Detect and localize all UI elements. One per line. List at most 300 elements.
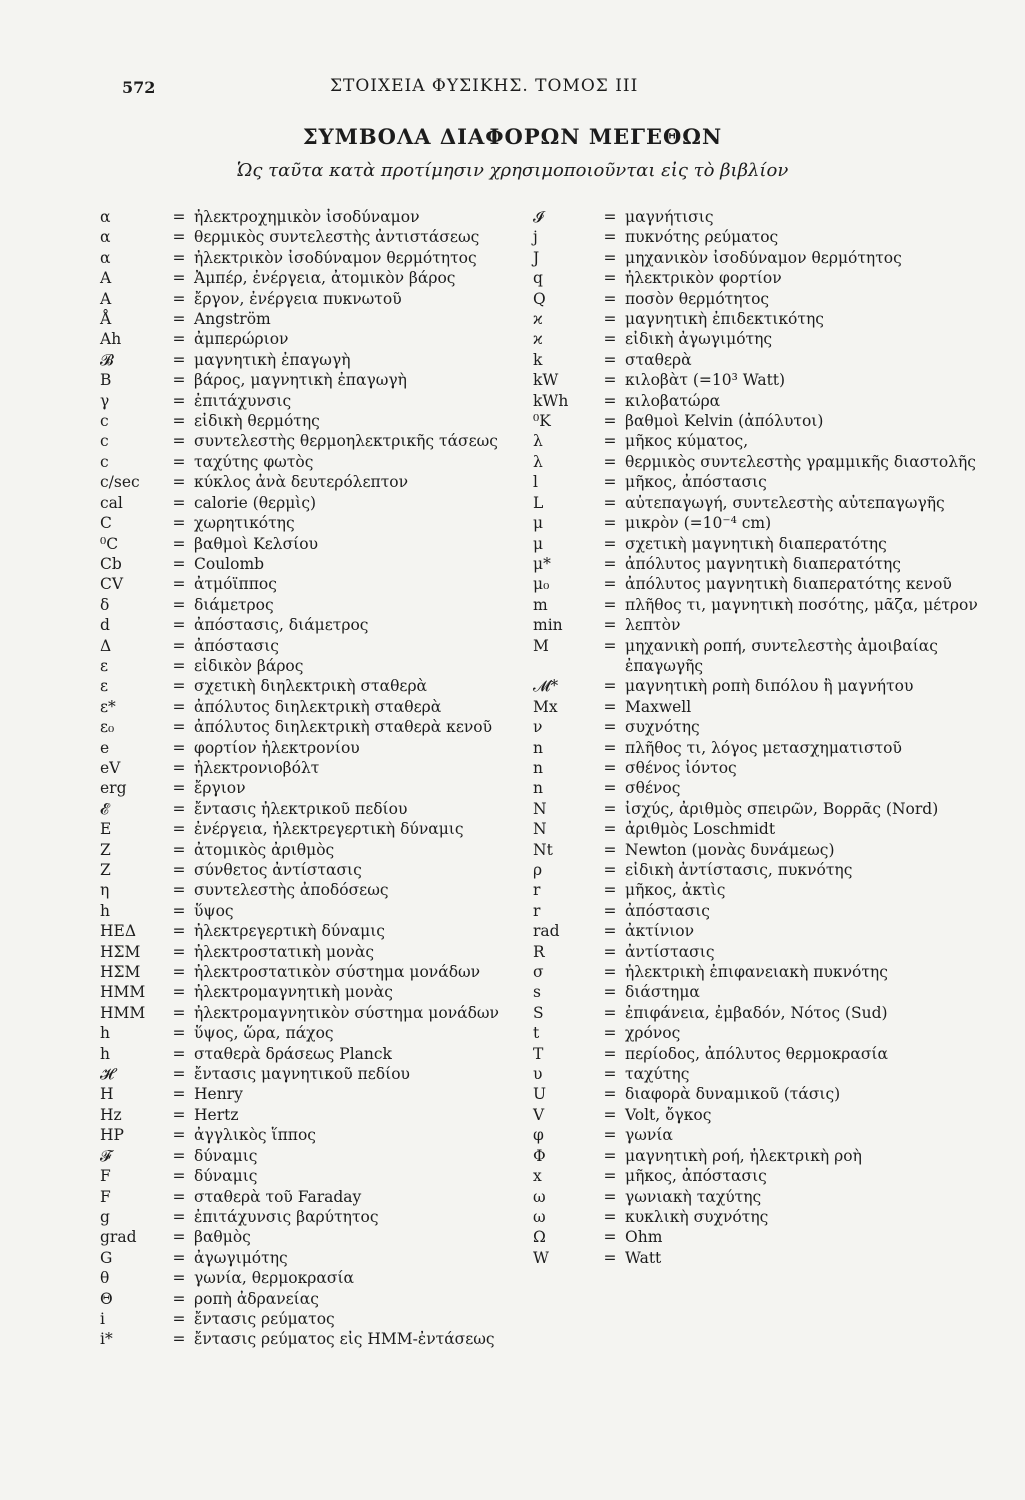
page-number: 572 xyxy=(122,78,156,97)
symbol-entry xyxy=(533,942,988,962)
equals-sign: = xyxy=(172,1289,186,1308)
equals-sign: = xyxy=(603,1044,617,1063)
symbol-meaning: Maxwell xyxy=(625,697,692,716)
symbol-entry xyxy=(533,962,988,982)
symbol-meaning: μαγνητικὴ ἐπαγωγὴ xyxy=(194,350,351,369)
symbol-meaning: μῆκος, ἀπόστασις xyxy=(625,473,767,492)
symbol: R xyxy=(533,942,545,961)
symbol-entry xyxy=(533,574,988,594)
symbol-meaning: ἀκτίνιον xyxy=(625,922,695,941)
symbol-meaning: φορτίον ἠλεκτρονίου xyxy=(194,738,360,757)
symbol-meaning: Ἀμπέρ, ἐνέργεια, ἀτομικὸν βάρος xyxy=(194,269,456,288)
symbol-entry xyxy=(100,452,550,472)
symbol: h xyxy=(100,1024,110,1043)
symbol-entry xyxy=(533,1064,988,1084)
symbol-entry xyxy=(100,370,550,390)
symbol-meaning: ἠλεκτροχημικὸν ἰσοδύναμον xyxy=(194,208,420,226)
symbol: ⁰K xyxy=(533,412,551,431)
symbol-entry xyxy=(100,1003,550,1023)
equals-sign: = xyxy=(603,330,617,349)
symbol-meaning: συχνότης xyxy=(625,718,700,737)
symbol: Cb xyxy=(100,554,122,573)
symbol-entry xyxy=(100,1207,550,1227)
equals-sign: = xyxy=(172,677,186,696)
symbol-meaning: κύκλος ἀνὰ δευτερόλεπτον xyxy=(194,473,409,492)
symbol-meaning: ἀπόστασις xyxy=(194,636,279,655)
equals-sign: = xyxy=(172,1085,186,1104)
symbol: 𝓔 xyxy=(100,799,109,818)
symbol: rad xyxy=(533,922,560,941)
equals-sign: = xyxy=(172,289,186,308)
symbol: 𝓗 xyxy=(100,1065,114,1084)
equals-sign: = xyxy=(603,1003,617,1022)
symbol: r xyxy=(533,881,541,900)
symbol-entry xyxy=(100,513,550,533)
symbol-entry xyxy=(100,860,550,880)
equals-sign: = xyxy=(603,738,617,757)
symbol-entry xyxy=(533,636,988,677)
symbol-entry xyxy=(100,248,550,268)
symbol-entry xyxy=(533,1146,988,1166)
symbol: Δ xyxy=(100,636,112,655)
symbol: ε₀ xyxy=(100,718,115,737)
equals-sign: = xyxy=(172,412,186,431)
symbol: 𝓜* xyxy=(533,677,559,696)
symbol-entry xyxy=(100,738,550,758)
symbol: U xyxy=(533,1085,547,1104)
equals-sign: = xyxy=(603,228,617,247)
symbol-meaning: συντελεστὴς θερμοηλεκτρικῆς τάσεως xyxy=(194,432,498,451)
symbol: M xyxy=(533,636,549,655)
symbol-entry xyxy=(100,676,550,696)
symbol: α xyxy=(100,228,111,247)
symbol: s xyxy=(533,983,541,1002)
equals-sign: = xyxy=(172,820,186,839)
equals-sign: = xyxy=(603,452,617,471)
symbol-meaning: κιλοβὰτ (=10³ Watt) xyxy=(625,371,786,390)
symbol: HP xyxy=(100,1126,124,1145)
symbol-meaning: Coulomb xyxy=(194,554,265,573)
symbol: μ xyxy=(533,514,544,533)
equals-sign: = xyxy=(603,350,617,369)
symbol-entry xyxy=(100,493,550,513)
equals-sign: = xyxy=(172,901,186,920)
symbol-meaning: εἰδικὴ ἀντίστασις, πυκνότης xyxy=(625,861,853,879)
symbol-meaning: γωνιακὴ ταχύτης xyxy=(625,1187,762,1206)
symbol: G xyxy=(100,1248,113,1267)
equals-sign: = xyxy=(603,248,617,267)
symbol-meaning: βαθμοὶ Κελσίου xyxy=(194,534,319,553)
symbol-entry xyxy=(100,391,550,411)
symbol: δ xyxy=(100,595,110,614)
symbol-meaning: δύναμις xyxy=(194,1146,258,1165)
symbol-entry xyxy=(533,1044,988,1064)
symbol-meaning: ἠλεκτρικὸν φορτίον xyxy=(625,269,782,288)
symbol-entry xyxy=(100,799,550,819)
symbol-meaning: κυκλικὴ συχνότης xyxy=(625,1207,769,1226)
symbol-meaning: ἀπόστασις xyxy=(625,901,710,920)
symbol-meaning: ροπὴ ἀδρανείας xyxy=(194,1289,319,1308)
equals-sign: = xyxy=(603,1126,617,1145)
equals-sign: = xyxy=(603,616,617,635)
symbol-entry xyxy=(533,1084,988,1104)
symbol: kWh xyxy=(533,391,569,410)
symbol-meaning: ἀτμόϊππος xyxy=(194,575,277,594)
symbol-entry xyxy=(533,819,988,839)
symbol-entry xyxy=(100,1227,550,1247)
equals-sign: = xyxy=(603,575,617,594)
equals-sign: = xyxy=(603,697,617,716)
equals-sign: = xyxy=(172,1207,186,1226)
symbol: q xyxy=(533,269,543,288)
symbol-meaning: εἰδικὸν βάρος xyxy=(194,656,304,675)
symbol-entry xyxy=(100,778,550,798)
equals-sign: = xyxy=(172,554,186,573)
symbol-entry xyxy=(100,1187,550,1207)
symbol-entry xyxy=(100,1125,550,1145)
symbol-meaning: σθένος xyxy=(625,779,681,798)
symbol-entry xyxy=(100,554,550,574)
symbol-entry xyxy=(533,370,988,390)
equals-sign: = xyxy=(172,493,186,512)
symbol-meaning: Volt, ὄγκος xyxy=(625,1105,712,1124)
symbol: μ xyxy=(533,534,544,553)
symbol: ε* xyxy=(100,697,116,716)
equals-sign: = xyxy=(603,1248,617,1267)
symbol-entry xyxy=(100,1166,550,1186)
symbol-meaning: calorie (θερμὶς) xyxy=(194,493,317,512)
symbol-entry xyxy=(533,697,988,717)
equals-sign: = xyxy=(603,1187,617,1206)
equals-sign: = xyxy=(603,595,617,614)
symbol: Θ xyxy=(100,1289,113,1308)
symbol-meaning: ἀγγλικὸς ἵππος xyxy=(194,1126,316,1145)
symbol-meaning: μαγνητικὴ ροή, ἠλεκτρικὴ ροὴ xyxy=(625,1146,862,1165)
symbol-meaning: ἔντασις ρεύματος εἰς ΗΜΜ-ἐντάσεως xyxy=(194,1330,495,1349)
symbol-meaning: σθένος ἰόντος xyxy=(625,758,737,777)
symbol-entry xyxy=(533,778,988,798)
symbol-meaning: μηχανικὴ ροπή, συντελεστὴς ἀμοιβαίας ἐπαγωγῆς xyxy=(625,636,938,675)
symbol-meaning: μηχανικὸν ἰσοδύναμον θερμότητος xyxy=(625,248,902,267)
symbol-entry xyxy=(100,227,550,247)
symbol: ΗΜΜ xyxy=(100,983,146,1002)
symbol-entry xyxy=(533,554,988,574)
equals-sign: = xyxy=(603,1146,617,1165)
symbol-meaning: ἠλεκτροστατικὸν σύστημα μονάδων xyxy=(194,963,481,982)
symbol-entry xyxy=(533,982,988,1002)
symbol: λ xyxy=(533,432,543,451)
symbol-meaning: ἀτομικὸς ἀριθμὸς xyxy=(194,840,335,859)
symbol: υ xyxy=(533,1065,543,1084)
symbol: k xyxy=(533,350,543,369)
symbol-meaning: ἠλεκτρικὸν ἰσοδύναμον θερμότητος xyxy=(194,248,477,267)
symbol: Ω xyxy=(533,1228,546,1247)
symbol: Z xyxy=(100,861,111,879)
symbol-meaning: ὕψος xyxy=(194,901,234,920)
symbol: e xyxy=(100,738,110,757)
symbol: C xyxy=(100,514,112,533)
symbol-entry xyxy=(533,1207,988,1227)
symbol-entry xyxy=(533,431,988,451)
symbol: d xyxy=(100,616,110,635)
equals-sign: = xyxy=(603,554,617,573)
equals-sign: = xyxy=(603,983,617,1002)
symbol: A xyxy=(100,289,112,308)
symbol-meaning: εἰδικὴ ἀγωγιμότης xyxy=(625,330,773,349)
equals-sign: = xyxy=(603,758,617,777)
equals-sign: = xyxy=(603,861,617,879)
symbol: H xyxy=(100,1085,114,1104)
symbol-meaning: Hertz xyxy=(194,1105,239,1124)
symbol: g xyxy=(100,1207,110,1226)
equals-sign: = xyxy=(603,963,617,982)
symbol: CV xyxy=(100,575,124,594)
symbol-meaning: λεπτὸν xyxy=(625,616,681,635)
symbol-entry xyxy=(533,472,988,492)
symbol: r xyxy=(533,901,541,920)
symbol-meaning: εἰδικὴ θερμότης xyxy=(194,412,320,431)
symbol-meaning: ἠλεκτρονιοβόλτ xyxy=(194,758,320,777)
symbol: V xyxy=(533,1105,545,1124)
symbol: T xyxy=(533,1044,544,1063)
symbol-entry xyxy=(100,472,550,492)
equals-sign: = xyxy=(603,1085,617,1104)
symbol-entry xyxy=(100,431,550,451)
symbol-meaning: χρόνος xyxy=(625,1024,681,1043)
symbol-entry xyxy=(533,534,988,554)
symbol: Mx xyxy=(533,697,558,716)
symbol-entry xyxy=(100,840,550,860)
symbol: λ xyxy=(533,452,543,471)
symbol-entry xyxy=(100,819,550,839)
symbol-entry xyxy=(533,248,988,268)
equals-sign: = xyxy=(603,1228,617,1247)
symbol-entry xyxy=(533,452,988,472)
symbol-meaning: ἐπιτάχυνσις βαρύτητος xyxy=(194,1207,379,1226)
symbol-meaning: περίοδος, ἀπόλυτος θερμοκρασία xyxy=(625,1044,888,1063)
symbol-entry xyxy=(533,207,988,227)
symbol-entry xyxy=(100,615,550,635)
symbol-entry xyxy=(100,1044,550,1064)
equals-sign: = xyxy=(172,738,186,757)
symbol-entry xyxy=(533,758,988,778)
symbol-entry xyxy=(100,1146,550,1166)
equals-sign: = xyxy=(603,371,617,390)
symbol-entry xyxy=(100,1289,550,1309)
symbol-meaning: σχετικὴ μαγνητικὴ διαπερατότης xyxy=(625,534,887,553)
symbol: kW xyxy=(533,371,559,390)
symbol: ϰ xyxy=(533,310,543,329)
symbol-entry xyxy=(533,350,988,370)
symbol-entry xyxy=(100,268,550,288)
symbol-meaning: ἐπιτάχυνσις xyxy=(194,391,292,410)
symbol-entry xyxy=(100,697,550,717)
symbol-entry xyxy=(533,411,988,431)
equals-sign: = xyxy=(603,514,617,533)
equals-sign: = xyxy=(172,1065,186,1084)
symbol-entry xyxy=(533,1125,988,1145)
symbol-meaning: σταθερὰ τοῦ Faraday xyxy=(194,1187,362,1206)
equals-sign: = xyxy=(603,289,617,308)
equals-sign: = xyxy=(603,1105,617,1124)
symbol: erg xyxy=(100,779,127,798)
symbol: Φ xyxy=(533,1146,546,1165)
equals-sign: = xyxy=(603,718,617,737)
equals-sign: = xyxy=(172,616,186,635)
equals-sign: = xyxy=(172,575,186,594)
equals-sign: = xyxy=(603,412,617,431)
equals-sign: = xyxy=(172,473,186,492)
equals-sign: = xyxy=(172,1330,186,1349)
equals-sign: = xyxy=(172,1248,186,1267)
symbol: η xyxy=(100,881,110,900)
symbol-entry xyxy=(100,962,550,982)
symbol: E xyxy=(100,820,112,839)
equals-sign: = xyxy=(603,208,617,226)
symbol-meaning: θερμικὸς συντελεστὴς γραμμικῆς διαστολῆς xyxy=(625,452,976,471)
equals-sign: = xyxy=(603,779,617,798)
symbol-meaning: Ohm xyxy=(625,1228,663,1247)
symbol-meaning: μαγνητικὴ ροπὴ διπόλου ἢ μαγνήτου xyxy=(625,677,914,696)
symbol-meaning: μῆκος, ἀκτὶς xyxy=(625,881,726,900)
symbol-meaning: ἠλεκτρικὴ ἐπιφανειακὴ πυκνότης xyxy=(625,963,888,982)
symbol-entry xyxy=(100,656,550,676)
symbol-meaning: ἰσχύς, ἀριθμὸς σπειρῶν, Βορρᾶς (Nord) xyxy=(625,799,939,818)
symbol-entry xyxy=(533,227,988,247)
symbol: S xyxy=(533,1003,544,1022)
symbol-meaning: ἐπιφάνεια, ἐμβαδόν, Νότος (Sud) xyxy=(625,1003,888,1022)
symbol: F xyxy=(100,1187,111,1206)
symbol: l xyxy=(533,473,538,492)
symbol-meaning: ἠλεκτρομαγνητικὸν σύστημα μονάδων xyxy=(194,1003,499,1022)
symbol: Z xyxy=(100,840,111,859)
equals-sign: = xyxy=(603,820,617,839)
symbol: θ xyxy=(100,1269,110,1288)
equals-sign: = xyxy=(603,391,617,410)
symbol-meaning: πυκνότης ρεύματος xyxy=(625,228,779,247)
equals-sign: = xyxy=(172,248,186,267)
symbol-meaning: αὐτεπαγωγή, συντελεστὴς αὐτεπαγωγῆς xyxy=(625,493,945,512)
symbol-entry xyxy=(100,901,550,921)
equals-sign: = xyxy=(603,881,617,900)
symbol-entry xyxy=(533,676,988,696)
symbol-entry xyxy=(100,1105,550,1125)
equals-sign: = xyxy=(172,1105,186,1124)
symbol: ⁰C xyxy=(100,534,119,553)
symbol-entry xyxy=(100,329,550,349)
symbol-meaning: γωνία xyxy=(625,1126,673,1145)
symbol-entry xyxy=(100,636,550,656)
running-title: ΣΤΟΙΧΕΙΑ ΦΥΣΙΚΗΣ. ΤΟΜΟΣ III xyxy=(330,76,639,96)
symbol-meaning: ἀριθμὸς Loschmidt xyxy=(625,820,776,839)
symbol: Q xyxy=(533,289,546,308)
symbol-meaning: ἀπόστασις, διάμετρος xyxy=(194,616,369,635)
symbol-entry xyxy=(100,717,550,737)
symbol-meaning: ἔργιον xyxy=(194,779,246,798)
equals-sign: = xyxy=(172,1044,186,1063)
equals-sign: = xyxy=(172,942,186,961)
equals-sign: = xyxy=(172,1309,186,1328)
symbol: i* xyxy=(100,1330,113,1349)
symbol-meaning: βαθμοὶ Kelvin (ἀπόλυτοι) xyxy=(625,412,824,431)
symbol: h xyxy=(100,1044,110,1063)
symbol: c/sec xyxy=(100,473,140,492)
symbol: ϰ xyxy=(533,330,543,349)
symbol: ε xyxy=(100,656,109,675)
symbol: 𝓕 xyxy=(100,1146,112,1165)
equals-sign: = xyxy=(172,697,186,716)
equals-sign: = xyxy=(172,963,186,982)
symbol: γ xyxy=(100,391,110,410)
equals-sign: = xyxy=(603,1207,617,1226)
equals-sign: = xyxy=(603,432,617,451)
equals-sign: = xyxy=(603,534,617,553)
symbol: A xyxy=(100,269,112,288)
equals-sign: = xyxy=(172,636,186,655)
symbol: 𝓘 xyxy=(533,208,544,226)
symbol-entry xyxy=(533,1187,988,1207)
symbol-entry xyxy=(533,595,988,615)
symbol: ω xyxy=(533,1187,546,1206)
symbol-entry xyxy=(533,309,988,329)
symbol: c xyxy=(100,452,109,471)
symbol-entry xyxy=(100,350,550,370)
equals-sign: = xyxy=(172,432,186,451)
symbol-meaning: συντελεστὴς ἀποδόσεως xyxy=(194,881,389,900)
symbol-entry xyxy=(100,1064,550,1084)
equals-sign: = xyxy=(172,208,186,226)
symbol-meaning: ἠλεκτρομαγνητικὴ μονὰς xyxy=(194,983,393,1002)
symbol-entry xyxy=(100,982,550,1002)
symbol-meaning: ἀπόλυτος μαγνητικὴ διαπερατότης κενοῦ xyxy=(625,575,952,594)
equals-sign: = xyxy=(603,1065,617,1084)
equals-sign: = xyxy=(172,534,186,553)
symbol-list-right xyxy=(533,207,988,1268)
symbol-entry xyxy=(533,1105,988,1125)
symbol-meaning: ταχύτης xyxy=(625,1065,690,1084)
symbol: Ah xyxy=(100,330,122,349)
equals-sign: = xyxy=(603,269,617,288)
symbol-meaning: Watt xyxy=(625,1248,662,1267)
symbol-entry xyxy=(100,289,550,309)
symbol: J xyxy=(533,248,540,267)
symbol-entry xyxy=(533,840,988,860)
symbol-meaning: διάστημα xyxy=(625,983,700,1002)
symbol-entry xyxy=(533,921,988,941)
symbol-meaning: ἀπόλυτος διηλεκτρικὴ σταθερὰ xyxy=(194,697,442,716)
symbol-entry xyxy=(100,309,550,329)
equals-sign: = xyxy=(172,881,186,900)
equals-sign: = xyxy=(172,595,186,614)
symbol: W xyxy=(533,1248,549,1267)
symbol-meaning: βάρος, μαγνητικὴ ἐπαγωγὴ xyxy=(194,371,407,390)
symbol: N xyxy=(533,820,547,839)
symbol-meaning: ἀμπερώριον xyxy=(194,330,289,349)
symbol: ΗΜΜ xyxy=(100,1003,146,1022)
symbol-entry xyxy=(100,921,550,941)
symbol-entry xyxy=(533,493,988,513)
symbol: j xyxy=(533,228,538,247)
symbol: eV xyxy=(100,758,121,777)
equals-sign: = xyxy=(172,1003,186,1022)
equals-sign: = xyxy=(603,942,617,961)
symbol: ν xyxy=(533,718,543,737)
symbol-entry xyxy=(100,207,550,227)
equals-sign: = xyxy=(172,1167,186,1186)
symbol: m xyxy=(533,595,548,614)
equals-sign: = xyxy=(603,1024,617,1043)
symbol-meaning: Henry xyxy=(194,1085,243,1104)
